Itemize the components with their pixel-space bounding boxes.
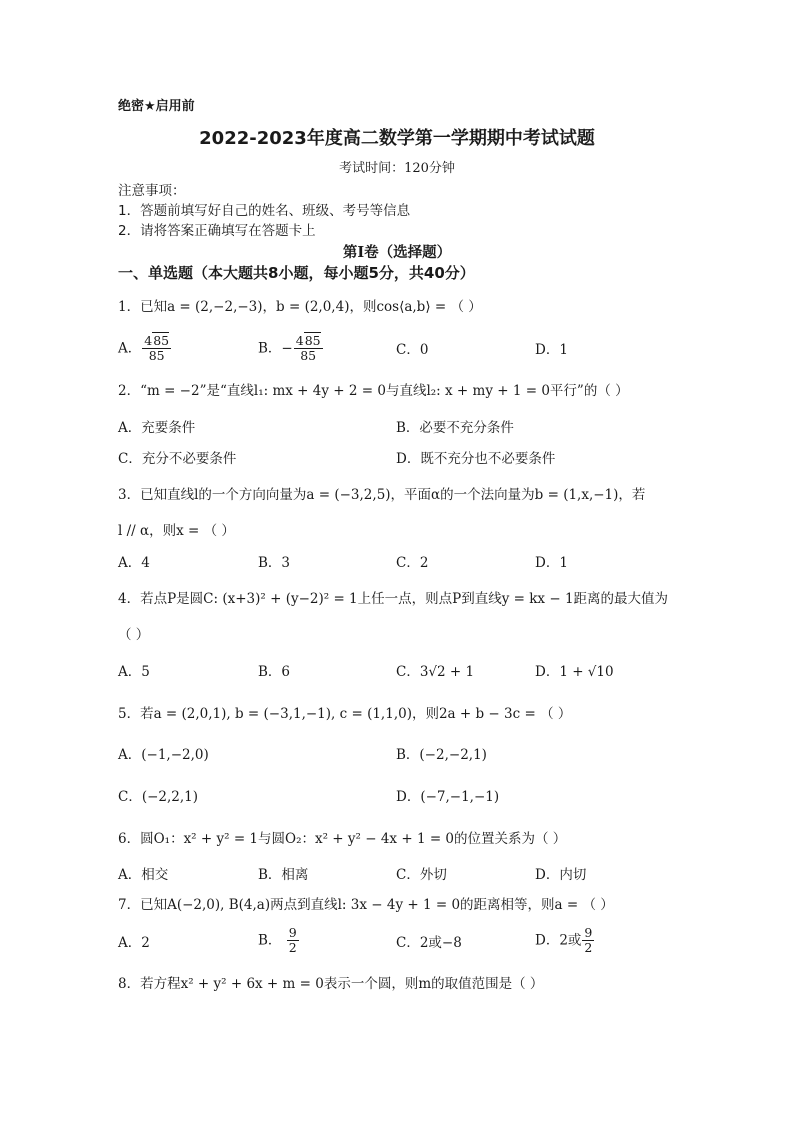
option-2c: C．充分不必要条件	[118, 451, 237, 467]
option-5c: C．(−2,2,1)	[118, 789, 199, 805]
question-stem-6: 6．圆O₁：x² + y² = 1与圆O₂：x² + y² − 4x + 1 = 0的位置关系为（ ）	[118, 831, 567, 847]
notice-item: 1．答题前填写好自己的姓名、班级、考号等信息	[118, 203, 411, 219]
option-7c: C．2或−8	[396, 935, 462, 951]
option-1b: B．− $\frac{485}{85}$	[258, 333, 321, 364]
option-5b: B．(−2,−2,1)	[396, 747, 487, 763]
notice-heading: 注意事项：	[118, 183, 186, 199]
option-5d: D．(−7,−1,−1)	[396, 789, 500, 805]
option-2d: D．既不充分也不必要条件	[396, 451, 556, 467]
secret-label: 绝密★启用前	[118, 99, 195, 114]
option-1d: D．1	[535, 342, 568, 358]
notice-item: 2．请将答案正确填写在答题卡上	[118, 223, 316, 239]
exam-time: 考试时间：120分钟	[339, 161, 455, 176]
part-title: 第I卷（选择题）	[342, 244, 452, 261]
question-stem-1: 1．已知a = (2,−2,−3)，b = (2,0,4)，则cos⟨a,b⟩ = （ ）	[118, 299, 482, 315]
option-3a: A．4	[118, 555, 150, 571]
option-6c: C．外切	[396, 867, 447, 883]
question-stem-3: 3．已知直线l的一个方向向量为a = (−3,2,5)，平面α的一个法向量为b = (1,x,−1)，若	[118, 487, 646, 503]
option-1c: C．0	[396, 342, 429, 358]
section-title: 一、单选题（本大题共8小题，每小题5分，共40分）	[118, 264, 475, 282]
option-4b: B．6	[258, 664, 291, 680]
option-6b: B．相离	[258, 867, 309, 883]
question-stem-7: 7．已知A(−2,0), B(4,a)两点到直线l: 3x − 4y + 1 = 0的距离相等，则a = （ ）	[118, 897, 614, 913]
option-1a: A． $\frac{485}{85}$	[118, 333, 170, 364]
option-2a: A．充要条件	[118, 420, 196, 436]
option-6a: A．相交	[118, 867, 169, 883]
question-stem-8: 8．若方程x² + y² + 6x + m = 0表示一个圆，则m的取值范围是（ ）	[118, 976, 544, 992]
option-7a: A．2	[118, 935, 150, 951]
question-stem-5: 5．若a = (2,0,1), b = (−3,1,−1), c = (1,1,0)，则2a + b − 3c = （ ）	[118, 706, 572, 722]
option-2b: B．必要不充分条件	[396, 420, 514, 436]
option-6d: D．内切	[535, 867, 587, 883]
option-4a: A．5	[118, 664, 150, 680]
question-stem-4: 4．若点P是圆C: (x+3)² + (y−2)² = 1上任一点，则点P到直线y = kx − 1距离的最大值为	[118, 591, 669, 607]
option-4c: C．3√2 + 1	[396, 664, 475, 680]
option-3b: B．3	[258, 555, 291, 571]
option-4d: D．1 + √10	[535, 664, 614, 680]
exam-title: 2022-2023年度高二数学第一学期期中考试试题	[199, 128, 595, 149]
option-5a: A．(−1,−2,0)	[118, 747, 209, 763]
option-3d: D．1	[535, 555, 568, 571]
option-7d: D．2或 $\frac{9}{2}$	[535, 925, 593, 956]
option-3c: C．2	[396, 555, 429, 571]
question-stem-3-line2: l // α，则x = （ ）	[118, 523, 235, 539]
option-7b: B． $\frac{9}{2}$	[258, 925, 297, 956]
question-stem-2: 2．“m = −2”是“直线l₁: mx + 4y + 2 = 0与直线l₂: x + my + 1 = 0平行”的（ ）	[118, 383, 629, 399]
question-stem-4-line2: （ ）	[118, 627, 150, 643]
